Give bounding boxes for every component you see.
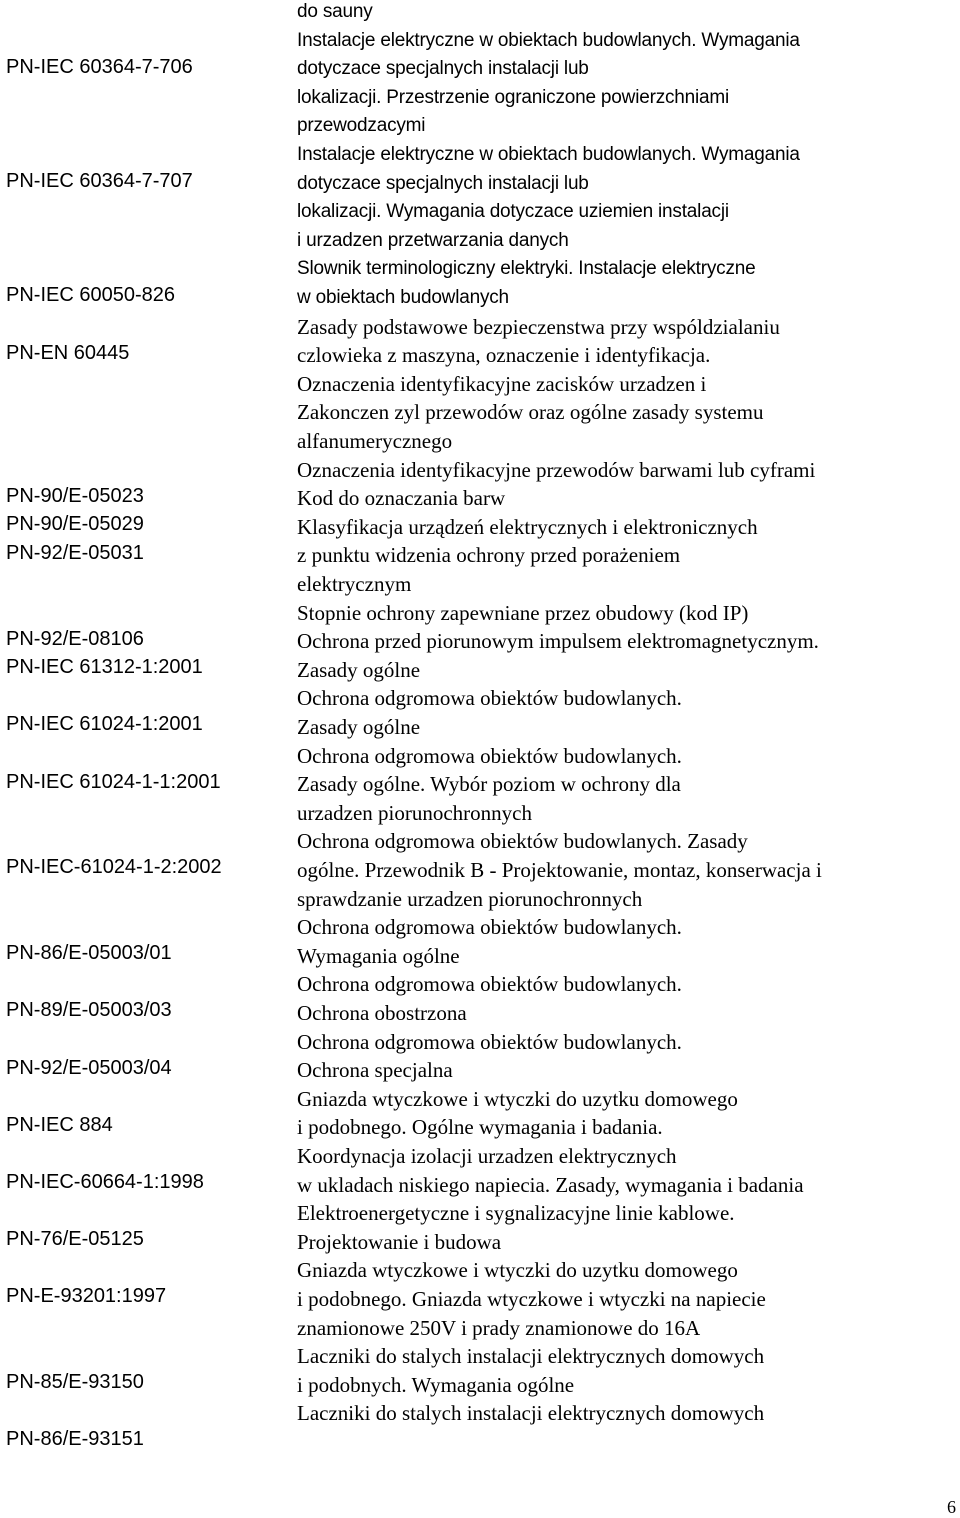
description-line: urzadzen piorunochronnych xyxy=(297,800,532,825)
standard-description xyxy=(297,1342,957,1399)
description-line: Elektroenergetyczne i sygnalizacyjne linie kablowe. xyxy=(297,1201,735,1226)
description-line: Zasady ogólne xyxy=(297,657,421,682)
description-line: dotyczace specjalnych instalacji lub xyxy=(297,58,589,80)
standard-description xyxy=(297,513,957,599)
description-line: i podobnych. Wymagania ogólne xyxy=(297,1372,575,1397)
description-line: Gniazda wtyczkowe i wtyczki do uzytku domowego xyxy=(297,1258,738,1283)
description-line: Ochrona odgromowa obiektów budowlanych. xyxy=(297,1029,682,1054)
description-line: Instalacje elektryczne w obiektach budowlanych. Wymagania xyxy=(297,144,800,165)
standard-code: PN-92/E-05031 xyxy=(6,541,144,564)
standard-description xyxy=(297,742,957,828)
description-line: Slownik terminologiczny elektryki. Instalacje elektryczne xyxy=(297,258,756,280)
standard-code: PN-IEC 61024-1:2001 xyxy=(6,713,203,736)
description-line: Ochrona odgromowa obiektów budowlanych. xyxy=(297,686,682,711)
standard-code: PN-IEC 61024-1-1:2001 xyxy=(6,770,221,793)
description-line: Ochrona przed piorunowym impulsem elektromagnetycznym. xyxy=(297,629,819,654)
description-line: Ochrona specjalna xyxy=(297,1058,453,1083)
description-line: Laczniki do stalych instalacji elektrycznych domowych xyxy=(297,1344,765,1369)
description-line: z punktu widzenia ochrony przed porażeniem xyxy=(297,543,681,568)
standard-code: PN-EN 60445 xyxy=(6,341,130,364)
description-line: Ochrona obostrzona xyxy=(297,1000,467,1025)
description-line: Ochrona odgromowa obiektów budowlanych. Zasady xyxy=(297,829,748,854)
standard-code: PN-IEC 60364-7-706 xyxy=(6,55,193,78)
standard-description xyxy=(297,684,957,741)
standard-code: PN-IEC 60364-7-707 xyxy=(6,170,193,192)
description-line: Kod do oznaczania barw xyxy=(297,486,506,511)
description-line: lokalizacji. Przestrzenie ograniczone powierzchniami xyxy=(297,86,730,108)
standard-description xyxy=(297,1142,957,1199)
description-line: Koordynacja izolacji urzadzen elektrycznych xyxy=(297,1144,677,1168)
standard-description xyxy=(297,27,957,141)
standard-description xyxy=(297,913,957,970)
description-line: Oznaczenia identyfikacyjne zacisków urzadzen i xyxy=(297,371,707,396)
standard-description xyxy=(297,1028,957,1085)
standard-description xyxy=(297,1256,957,1342)
standard-code: PN-IEC-61024-1-2:2002 xyxy=(6,856,222,879)
standard-code: PN-90/E-05023 xyxy=(6,484,144,507)
description-line: w ukladach niskiego napiecia. Zasady, wymagania i badania xyxy=(297,1172,804,1197)
standard-code: PN-92/E-08106 xyxy=(6,627,144,650)
description-line: Zakonczen zyl przewodów oraz ogólne zasady systemu xyxy=(297,400,764,425)
standard-description xyxy=(297,0,957,27)
description-line: i podobnego. Ogólne wymagania i badania. xyxy=(297,1115,663,1140)
description-line: Laczniki do stalych instalacji elektrycznych domowych xyxy=(297,1401,765,1426)
description-line: alfanumerycznego xyxy=(297,428,453,453)
standard-description xyxy=(297,1085,957,1142)
standard-code: PN-85/E-93150 xyxy=(6,1371,144,1394)
standard-description xyxy=(297,970,957,1027)
standard-description xyxy=(297,1399,957,1428)
description-line: Oznaczenia identyfikacyjne przewodów barwami lub cyframi xyxy=(297,457,816,482)
description-line: Ochrona odgromowa obiektów budowlanych. xyxy=(297,972,682,997)
description-line: i podobnego. Gniazda wtyczkowe i wtyczki na napiecie xyxy=(297,1286,766,1311)
description-line: Ochrona odgromowa obiektów budowlanych. xyxy=(297,743,682,768)
description-line: Instalacje elektryczne w obiektach budowlanych. Wymagania xyxy=(297,29,800,51)
description-line: Gniazda wtyczkowe i wtyczki do uzytku domowego xyxy=(297,1086,738,1111)
standard-description xyxy=(297,484,957,513)
standard-code: PN-IEC 60050-826 xyxy=(6,284,175,307)
standard-code: PN-86/E-05003/01 xyxy=(6,942,172,965)
description-line: i urzadzen przetwarzania danych xyxy=(297,229,569,251)
description-line: Ochrona odgromowa obiektów budowlanych. xyxy=(297,915,682,940)
standard-code: PN-E-93201:1997 xyxy=(6,1285,167,1308)
standard-description xyxy=(297,313,957,456)
description-line: znamionowe 250V i prady znamionowe do 16A xyxy=(297,1315,701,1340)
standard-code: PN-IEC 884 xyxy=(6,1113,113,1136)
standard-code: PN-76/E-05125 xyxy=(6,1228,144,1251)
standard-description xyxy=(297,1199,957,1256)
standard-description xyxy=(297,255,957,312)
standard-description xyxy=(297,456,957,485)
description-line: czlowieka z maszyna, oznaczenie i identyfikacja. xyxy=(297,343,711,368)
standard-code: PN-90/E-05029 xyxy=(6,513,144,536)
description-line: dotyczace specjalnych instalacji lub xyxy=(297,172,589,194)
description-line: Stopnie ochrony zapewniane przez obudowy (kod IP) xyxy=(297,600,749,625)
description-line: przewodzacymi xyxy=(297,115,426,137)
description-line: Projektowanie i budowa xyxy=(297,1229,502,1254)
standard-code: PN-92/E-05003/04 xyxy=(6,1056,172,1079)
standard-description xyxy=(297,141,957,255)
standard-description xyxy=(297,827,957,913)
description-line: Wymagania ogólne xyxy=(297,943,460,968)
standard-description xyxy=(297,627,957,684)
page-number: 6 xyxy=(947,1497,956,1517)
standard-code: PN-IEC-60664-1:1998 xyxy=(6,1171,204,1193)
description-line: ogólne. Przewodnik B - Projektowanie, montaz, konserwacja i xyxy=(297,857,822,882)
description-line: sprawdzanie urzadzen piorunochronnych xyxy=(297,886,643,911)
standard-code: PN-89/E-05003/03 xyxy=(6,999,172,1022)
standard-code: PN-86/E-93151 xyxy=(6,1428,144,1451)
description-line: Zasady ogólne xyxy=(297,714,421,739)
description-line: Zasady podstawowe bezpieczenstwa przy wspóldzialaniu xyxy=(297,314,780,339)
description-line: Klasyfikacja urządzeń elektrycznych i elektronicznych xyxy=(297,514,758,539)
description-line: elektrycznym xyxy=(297,571,412,596)
description-line: Zasady ogólne. Wybór poziom w ochrony dla xyxy=(297,772,681,797)
standard-description xyxy=(297,599,957,628)
standard-code: PN-IEC 61312-1:2001 xyxy=(6,656,203,679)
description-line: lokalizacji. Wymagania dotyczace uziemien instalacji xyxy=(297,201,729,223)
description-line: w obiektach budowlanych xyxy=(297,286,509,308)
description-line: do sauny xyxy=(297,1,373,22)
